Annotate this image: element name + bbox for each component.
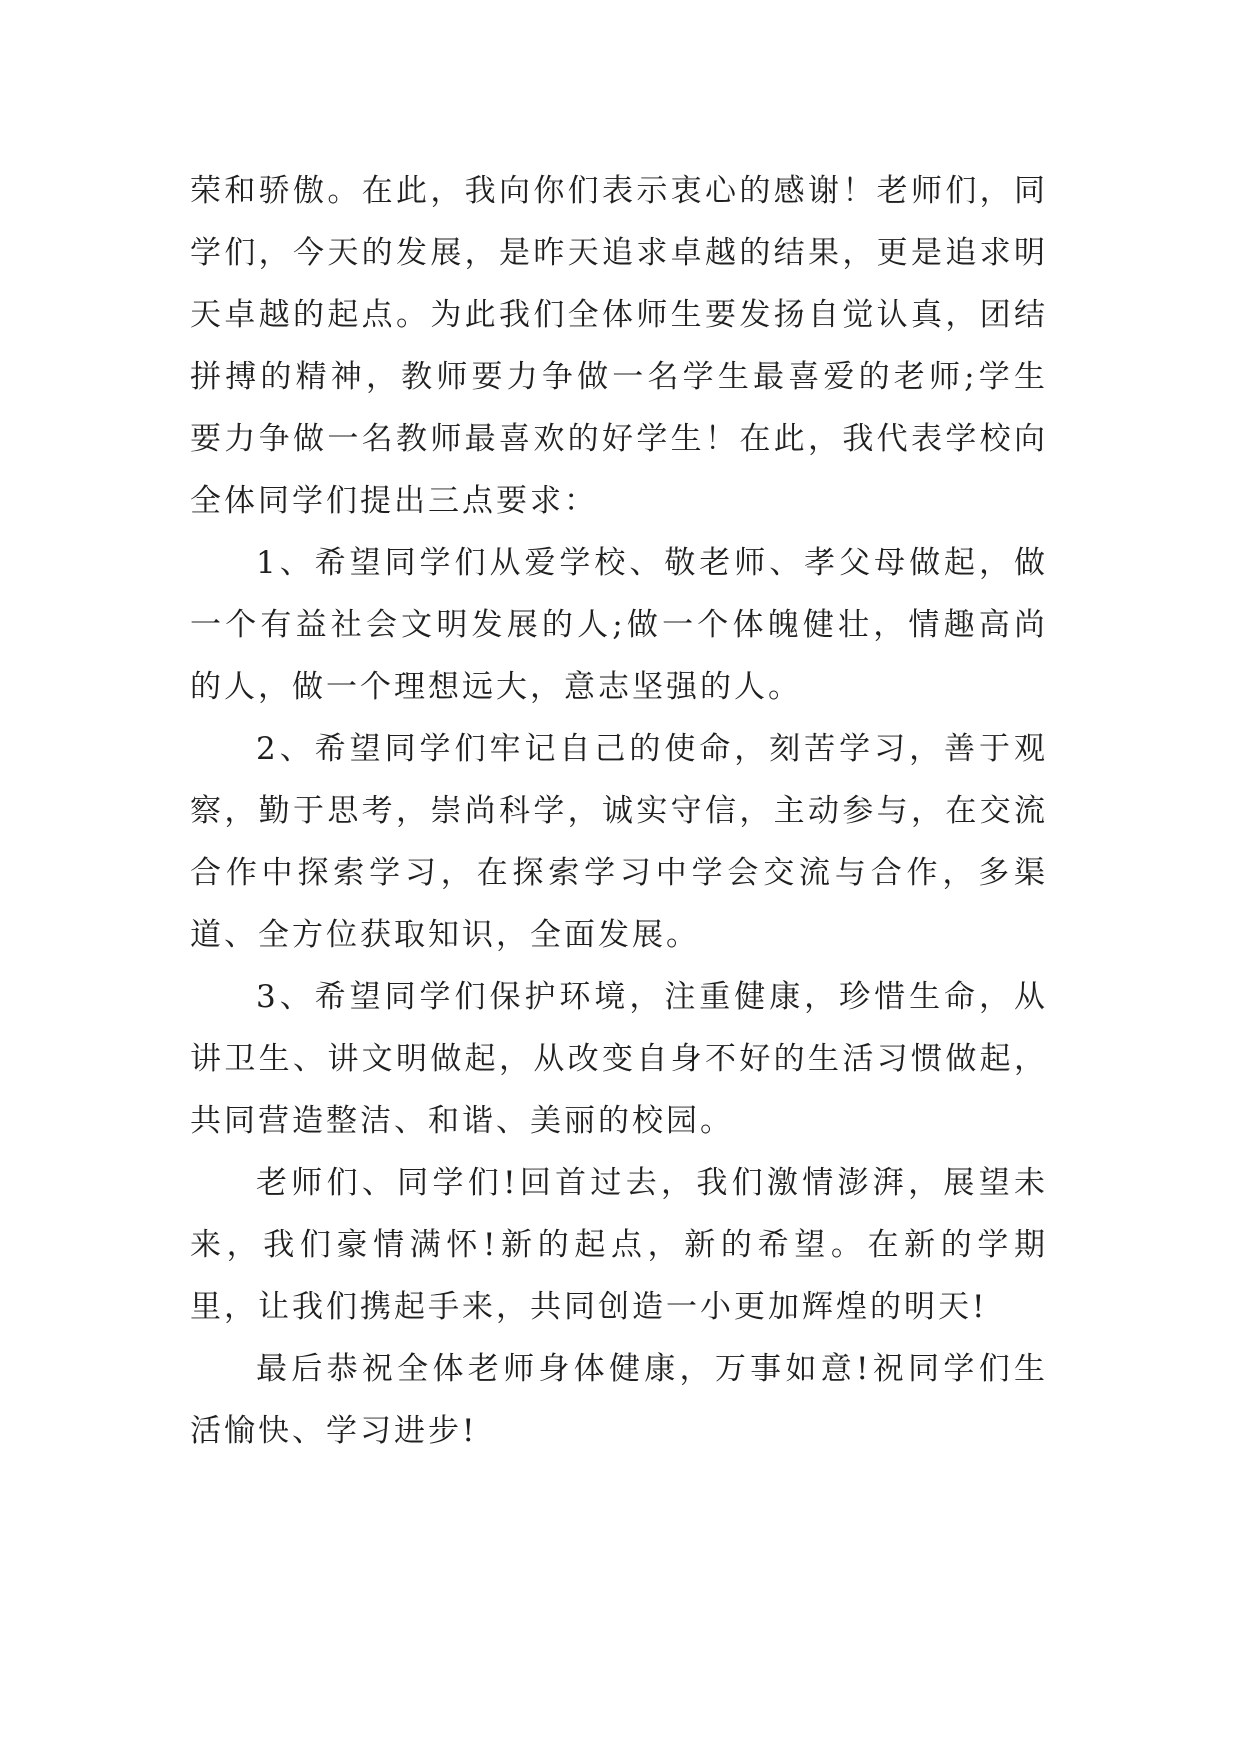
paragraph-wishes: 最后恭祝全体老师身体健康，万事如意!祝同学们生活愉快、学习进步!: [190, 1351, 1048, 1449]
paragraph-requirement-1: 1、希望同学们从爱学校、敬老师、孝父母做起，做一个有益社会文明发展的人;做一个体魄健壮，情趣高尚的人，做一个理想远大，意志坚强的人。: [190, 545, 1048, 705]
paragraph-closing: 老师们、同学们!回首过去，我们激情澎湃，展望未来，我们豪情满怀!新的起点，新的希望。在新的学期里，让我们携起手来，共同创造一小更加辉煌的明天!: [190, 1165, 1048, 1325]
paragraph-requirement-2: 2、希望同学们牢记自己的使命，刻苦学习，善于观察，勤于思考，崇尚科学，诚实守信，主动参与，在交流合作中探索学习，在探索学习中学会交流与合作，多渠道、全方位获取知识，全面发展。: [190, 731, 1048, 953]
paragraph-continuation: 荣和骄傲。在此，我向你们表示衷心的感谢！老师们，同学们，今天的发展，是昨天追求卓越的结果，更是追求明天卓越的起点。为此我们全体师生要发扬自觉认真，团结拼搏的精神，教师要力争做一名学生最喜爱的老师;学生要力争做一名教师最喜欢的好学生！在此，我代表学校向全体同学们提出三点要求：: [190, 173, 1048, 519]
document-body: [190, 160, 1048, 1462]
paragraph-requirement-3: 3、希望同学们保护环境，注重健康，珍惜生命，从讲卫生、讲文明做起，从改变自身不好的生活习惯做起，共同营造整洁、和谐、美丽的校园。: [190, 979, 1048, 1139]
